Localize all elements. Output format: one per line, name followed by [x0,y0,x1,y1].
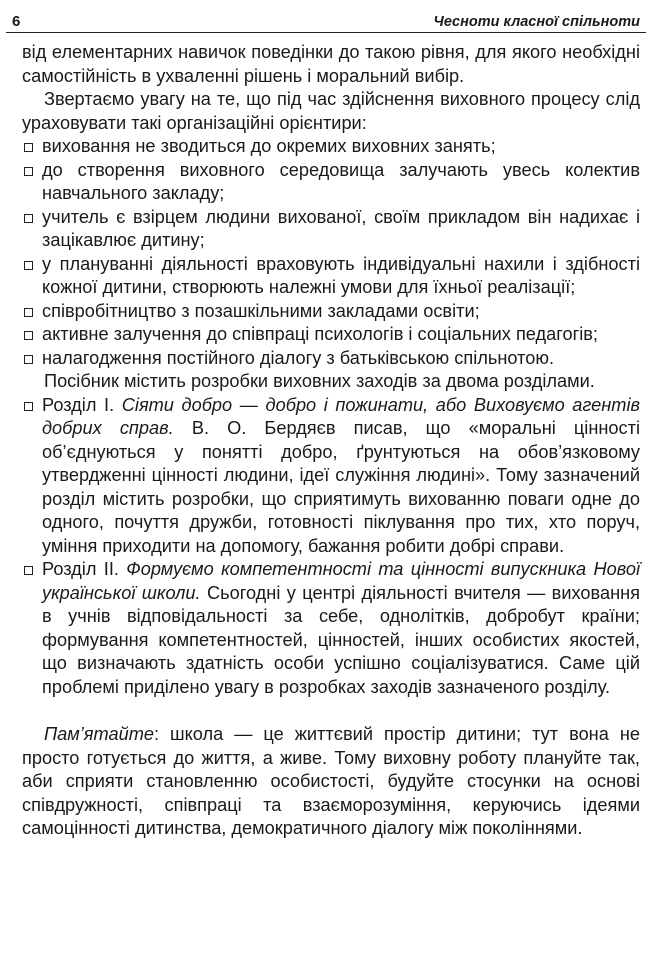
square-bullet-icon [24,167,33,176]
section-title: Сіяти добро — добро і пожинати, або Виховуємо агентів добрих справ. [42,394,640,438]
square-bullet-icon [24,143,33,152]
paragraph-spacer [22,699,640,723]
running-title: Чесноти класної спільноти [433,14,640,30]
section-label: Розділ ІІ. [42,559,119,579]
list-item: виховання не зводиться до окремих виховних занять; [22,135,640,159]
remember-label: Пам’ятайте [44,724,154,744]
square-bullet-icon [24,261,33,270]
square-bullet-icon [24,331,33,340]
list-item: активне залучення до співпраці психологів і соціальних педагогів; [22,323,640,347]
remember-paragraph [22,723,640,841]
square-bullet-icon [24,566,33,575]
section-text: В. О. Бердяєв писав, що «моральні цінності об’єднуються у понятті добро, ґрунтуються на обов’язковому утвердженні цінності людини, ідеї служіння людині». Тому зазначений розділ містить розробки, що сприятимуть вихованню поваги одне до одного, почуття дружби, готовності піклування про тих, хто поруч, уміння приходити на допомогу, бажання робити добрі справи. [42,418,641,556]
continuation-paragraph: від елементарних навичок поведінки до такою рівня, для якого необхідні самостійність в ухваленні рішень і моральний вибір. [22,42,640,86]
lead-paragraph: Звертаємо увагу на те, що під час здійснення виховного процесу слід ураховувати такі організаційні орієнтири: [22,89,640,133]
sections-lead-paragraph: Посібник містить розробки виховних заходів за двома розділами. [44,371,595,391]
sections-list [22,394,640,700]
square-bullet-icon [24,214,33,223]
list-item: налагодження постійного діалогу з батьківською спільнотою. [22,347,640,371]
list-item: у плануванні діяльності враховують індивідуальні нахили і здібності кожної дитини, створюють належні умови для їхньої реалізації; [22,253,640,300]
remember-text: : школа — це життєвий простір дитини; тут вона не просто готується до життя, а живе. Тому виховну роботу плануйте так, аби сприяти становленню особистості, будуйте стосунки на основі співдружності, співпраці та взаєморозуміння, керуючись ідеями самоцінності дитинства, демократичного діалогу між поколіннями. [22,724,640,838]
list-item: співробітництво з позашкільними закладами освіти; [22,300,640,324]
page-body [22,41,640,841]
list-item: учитель є взірцем людини вихованої, своїм прикладом він надихає і зацікавлює дитину; [22,206,640,253]
square-bullet-icon [24,355,33,364]
orientirs-list [22,135,640,370]
list-item: до створення виховного середовища залучають увесь колектив навчального закладу; [22,159,640,206]
section-label: Розділ І. [42,394,115,415]
section-item [22,558,640,699]
square-bullet-icon [24,402,33,411]
page-header [6,0,646,33]
square-bullet-icon [24,308,33,317]
page-number: 6 [12,13,21,30]
section-item [22,394,640,559]
section-text: Сьогодні у центрі діяльності вчителя — виховання в учнів відповідальності за себе, однолітків, добробут країни; формування компетентностей, цінностей, інших особистих якостей, що визначають здатність особи успішно соціалізуватися. Саме цій проблемі приділено увагу в розробках заходів зазначеного розділу. [42,582,641,697]
section-title: Формуємо компетентності та цінності випускника Нової української школи. [42,559,640,603]
